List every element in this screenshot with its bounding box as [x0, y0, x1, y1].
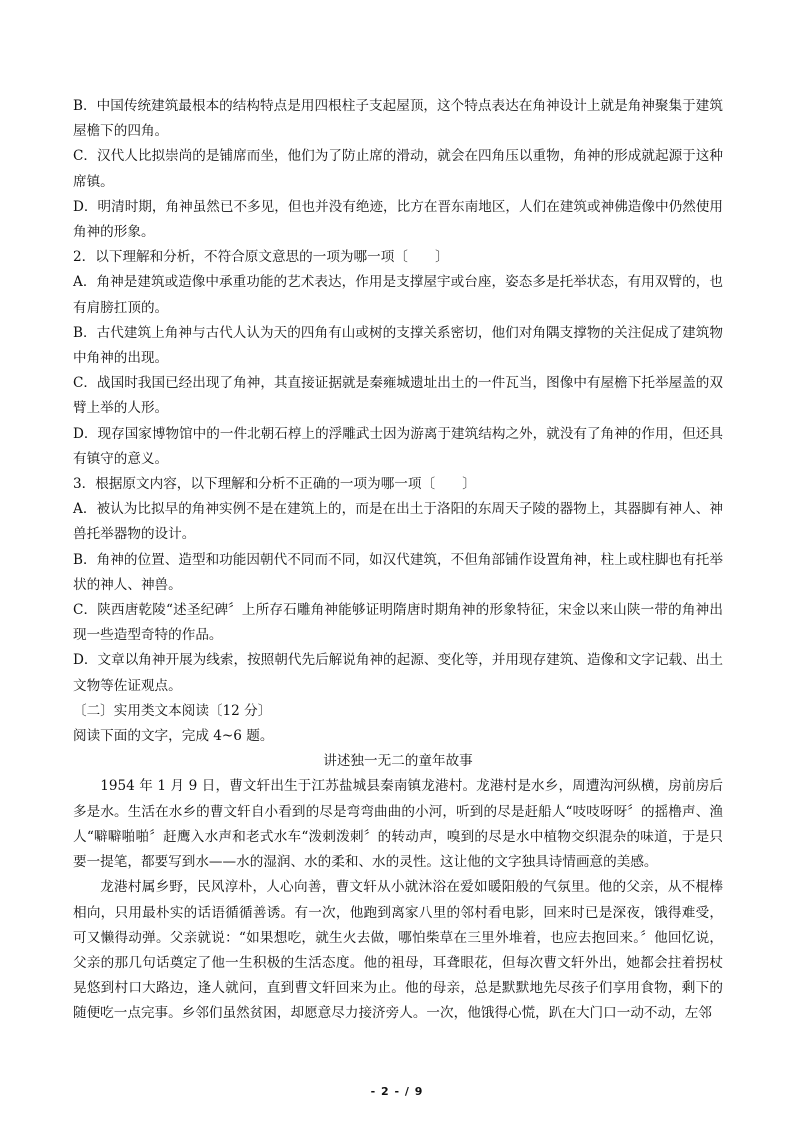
- article-paragraph: 龙港村属乡野，民风淳朴，人心向善，曹文轩从小就沐浴在爱如暖阳般的气氛里。他的父亲，从不棍棒相向，只用最朴实的话语循循善诱。有一次，他跑到离家八里的邻村看电影，回来时已是深夜，饿得难受，可又懒得动弹。父亲就说：“如果想吃，就生火去做，哪怕柴草在三里外堆着，也应去抱回来。〞他回忆说，父亲的那几句话奠定了他一生积极的生活态度。他的祖母，耳聋眼花，但每次曹文轩外出，她都会拄着拐杖晃悠到村口大路边，逢人就问，直到曹文轩回来为止。他的母亲，总是默默地先尽孩子们享用食物，剩下的随便吃一点完事。乡邻们虽然贫困，却愿意尽力接济旁人。一次，他饿得心慌，趴在大门口一动不动，左邻: [73, 879, 723, 1022]
- article-paragraph: 1954 年 1 月 9 日，曹文轩出生于江苏盐城县秦南镇龙港村。龙港村是水乡，周遭沟河纵横，房前房后多是水。生活在水乡的曹文轩自小看到的尽是弯弯曲曲的小河，听到的尽是赶船人“吱吱呀呀〞的摇橹声、渔人“噼噼啪啪〞赶鹰入水声和老式水车“泼刺泼刺〞的转动声，嗅到的尽是水中植物交织混杂的味道，于是只要一提笔，都要写到水——水的湿润、水的柔和、水的灵性。这让他的文字独具诗情画意的美感。: [73, 778, 723, 871]
- option-d-q2: D．现存国家博物馆中的一件北朝石椁上的浮雕武士因为游离于建筑结构之外，就没有了角神的作用，但还具有镇守的意义。: [73, 425, 723, 467]
- option-c-q2: C．战国时我国已经出现了角神，其直接证据就是秦雍城遗址出土的一件瓦当，图像中有屋檐下托举屋盖的双臂上举的人形。: [73, 375, 723, 417]
- question-2: 2．以下理解和分析，不符合原文意思的一项为哪一项〔 〕: [73, 249, 449, 266]
- article-title: 讲述独一无二的童年故事: [323, 753, 473, 770]
- option-b-q1: B．中国传统建筑最根本的结构特点是用四根柱子支起屋顶，这个特点表达在角神设计上就是角神聚集于建筑屋檐下的四角。: [73, 98, 723, 140]
- option-b-q2: B．古代建筑上角神与古代人认为天的四角有山或树的支撑关系密切，他们对角隅支撑物的关注促成了建筑物中角神的出现。: [73, 324, 723, 367]
- option-d-q3: D．文章以角神开展为线索，按照朝代先后解说角神的起源、变化等，并用现存建筑、造像和文字记载、出土文物等佐证观点。: [73, 652, 723, 694]
- option-c-q3: C．陕西唐乾陵“述圣纪碑〞上所存石雕角神能够证明隋唐时期角神的形象特征，宋金以来山陕一带的角神出现一些造型奇特的作品。: [73, 602, 723, 644]
- reading-instruction: 阅读下面的文字，完成 4~6 题。: [73, 728, 274, 745]
- page-number: - 2 - / 9: [370, 1085, 424, 1098]
- page-content: [73, 94, 723, 1027]
- section-heading: 〔二〕实用类文本阅读〔12 分〕: [73, 702, 272, 719]
- question-3: 3．根据原文内容，以下理解和分析不正确的一项为哪一项〔 〕: [73, 476, 476, 493]
- option-a-q2: A．角神是建筑或造像中承重功能的艺术表达，作用是支撑屋宇或台座，姿态多是托举状态，有用双臂的，也有肩膀扛顶的。: [73, 274, 723, 316]
- option-c-q1: C．汉代人比拟崇尚的是铺席而坐，他们为了防止席的滑动，就会在四角压以重物，角神的形成就起源于这种席镇。: [73, 148, 723, 190]
- option-b-q3: B．角神的位置、造型和功能因朝代不同而不同，如汉代建筑，不但角部铺作设置角神，柱上或柱脚也有托举状的神人、神兽。: [73, 551, 723, 593]
- option-d-q1: D．明清时期，角神虽然已不多见，但也并没有绝迹，比方在晋东南地区，人们在建筑或神佛造像中仍然使用角神的形象。: [73, 198, 723, 241]
- option-a-q3: A．被认为比拟早的角神实例不是在建筑上的，而是在出土于洛阳的东周天子陵的器物上，其器脚有神人、神兽托举器物的设计。: [73, 501, 723, 543]
